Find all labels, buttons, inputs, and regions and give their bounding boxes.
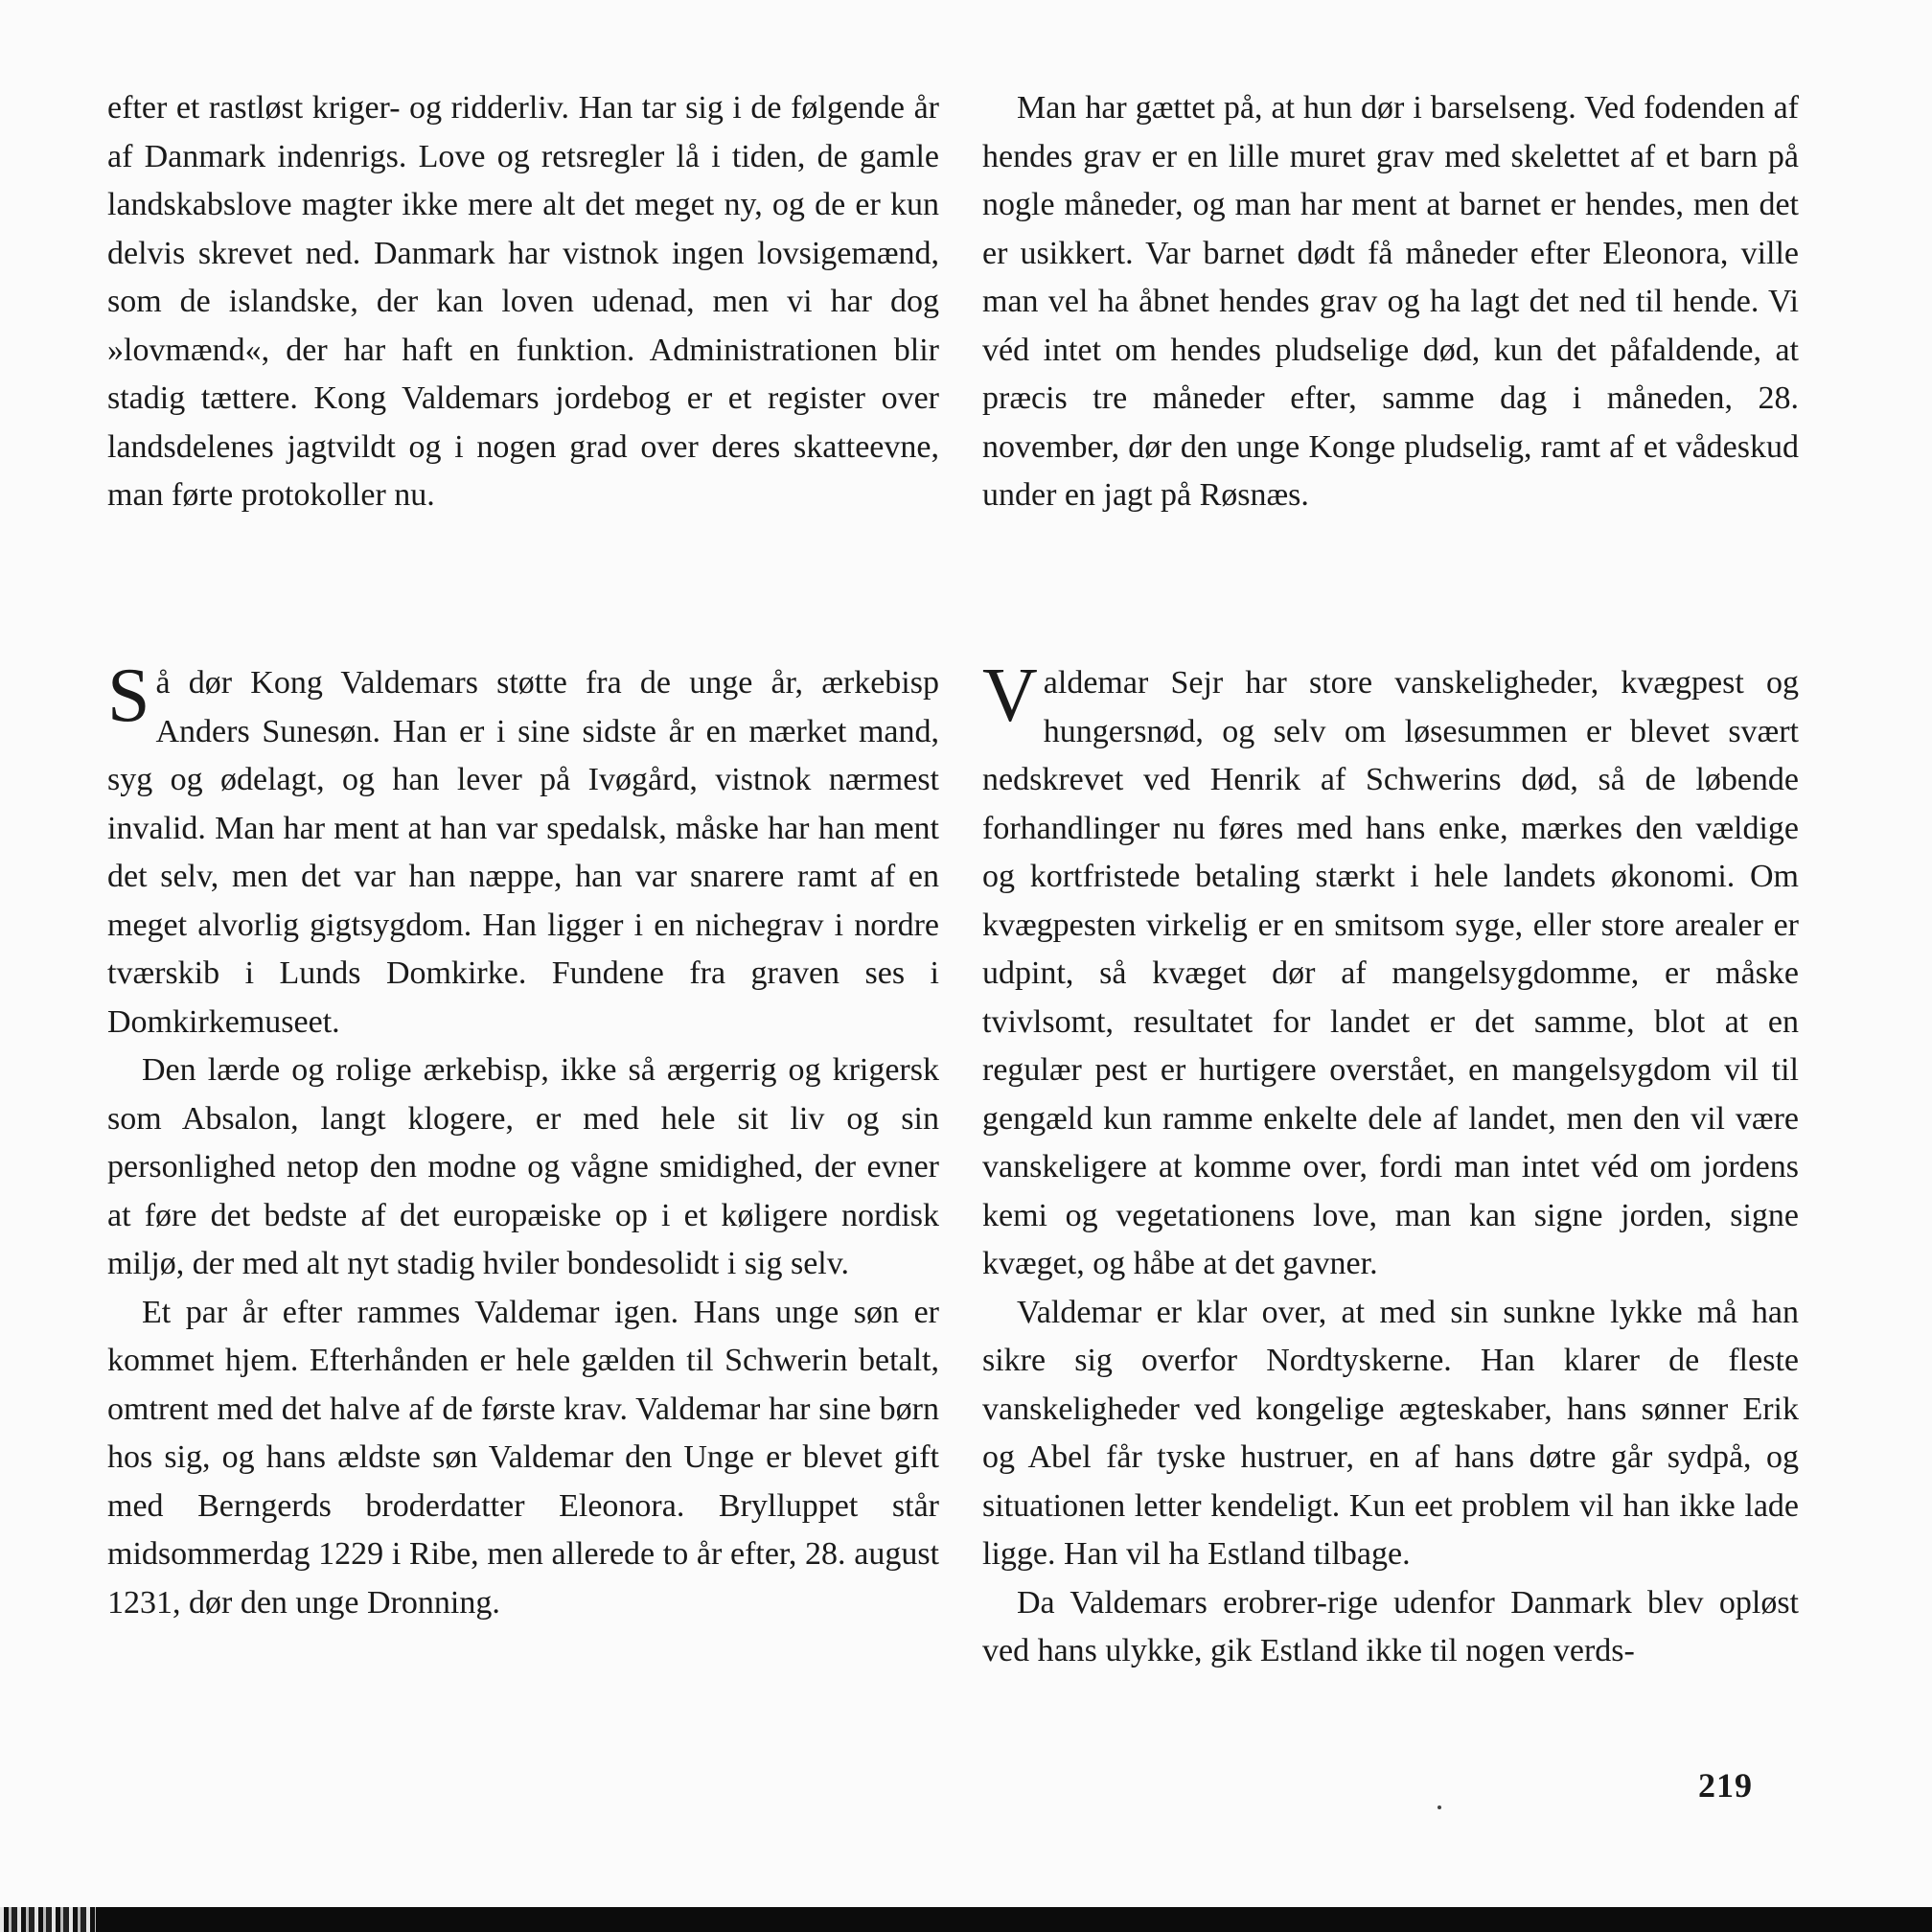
text-block-top-right — [982, 84, 1799, 520]
drop-cap: V — [982, 654, 1038, 738]
paragraph: Valdemar er klar over, at med sin sunkne lykke må han sikre sig overfor Nordtyskerne. Han klarer de fleste vanskeligheder ved kongelige ægteskaber, hans sønner Erik og Abel får tyske hustruer, en af hans døtre går sydpå, og situationen letter kendeligt. Kun eet problem vil han ikke lade ligge. Han vil ha Estland tilbage. — [982, 1294, 1799, 1572]
paragraph — [107, 654, 939, 1046]
paragraph: Den lærde og rolige ærkebisp, ikke så ærgerrig og krigersk som Absalon, langt klogere, er med hele sit liv og sin personlighed netop den modne og vågne smidighed, der evner at føre det bedste af det europæiske op i et køligere nordisk miljø, der med alt nyt stadig hviler bondesolidt i sig selv. — [107, 1052, 939, 1281]
paragraph: efter et rastløst kriger- og ridderliv. Han tar sig i de følgende år af Danmark indenrigs. Love og retsregler lå i tiden, de gamle landskabslove magter ikke mere alt det meget ny, og de er kun delvis skrevet ned. Danmark har vistnok ingen lovsigemænd, som de islandske, der kan loven udenad, men vi har dog »lovmænd«, der har haft en funktion. Administrationen blir stadig tættere. Kong Valdemars jordebog er et register over landsdelenes jagtvildt og i nogen grad over deres skatteevne, man førte protokoller nu. — [107, 90, 939, 513]
paragraph: Da Valdemars erobrer-rige udenfor Danmark blev opløst ved hans ulykke, gik Estland ikke til nogen verds- — [982, 1584, 1799, 1668]
drop-cap: S — [107, 654, 150, 738]
paragraph-text: å dør Kong Valdemars støtte fra de unge år, ærkebisp Anders Sunesøn. Han er i sine sidste år en mærket mand, syg og ødelagt, og han lever på Ivøgård, vistnok nærmest invalid. Man har ment at han var spedalsk, måske har han ment det selv, men det var han næppe, han var snarere ramt af en meget alvorlig gigtsygdom. Han ligger i en nichegrav i nordre tværskib i Lunds Domkirke. Fundene fra graven ses i Domkirkemuseet. — [107, 665, 939, 1040]
text-block-bottom-right — [982, 654, 1799, 1676]
paragraph — [982, 654, 1799, 1289]
page-number: 219 — [1698, 1766, 1753, 1805]
paragraph: Man har gættet på, at hun dør i barselseng. Ved fodenden af hendes grav er en lille muret grav med skelettet af et barn på nogle måneder, og man har ment at barnet er hendes, men det er usikkert. Var barnet dødt få måneder efter Eleonora, ville man vel ha åbnet hendes grav og ha lagt det ned til hende. Vi véd intet om hendes pludselige død, kun det påfaldende, at præcis tre måneder efter, samme dag i måneden, 28. november, dør den unge Konge pludselig, ramt af et vådeskud under en jagt på Røsnæs. — [982, 90, 1799, 513]
text-block-top-left — [107, 84, 939, 520]
paragraph: Et par år efter rammes Valdemar igen. Hans unge søn er kommet hjem. Efterhånden er hele gælden til Schwerin betalt, omtrent med det halve af de første krav. Valdemar har sine børn hos sig, og hans ældste søn Valdemar den Unge er blevet gift med Berngerds broderdatter Eleonora. Brylluppet står midsommerdag 1229 i Ribe, men allerede to år efter, 28. august 1231, dør den unge Dronning. — [107, 1294, 939, 1621]
paragraph-text: aldemar Sejr har store vanskeligheder, kvægpest og hungersnød, og selv om løsesummen er blevet svært nedskrevet ved Henrik af Schwerins død, så de løbende forhandlinger nu føres med hans enke, mærkes den vældige og kortfristede betaling stærkt i hele landets økonomi. Om kvægpesten virkelig er en smitsom syge, eller store arealer er udpint, så kvæget dør af mangelsygdomme, er måske tvivlsomt, resultatet for landet er det samme, blot at en regulær pest er hurtigere overstået, en mangelsygdom vil til gengæld kun ramme enkelte dele af landet, men den vil være vanskeligere at komme over, fordi man intet véd om jordens kemi og vegetationens love, man kan signe jorden, signe kvæget, og håbe at det gavner. — [982, 665, 1799, 1281]
scan-speck — [1438, 1806, 1441, 1809]
scan-edge-noise — [0, 1907, 96, 1932]
scan-edge-bar — [0, 1907, 1932, 1932]
text-block-bottom-left — [107, 654, 939, 1627]
